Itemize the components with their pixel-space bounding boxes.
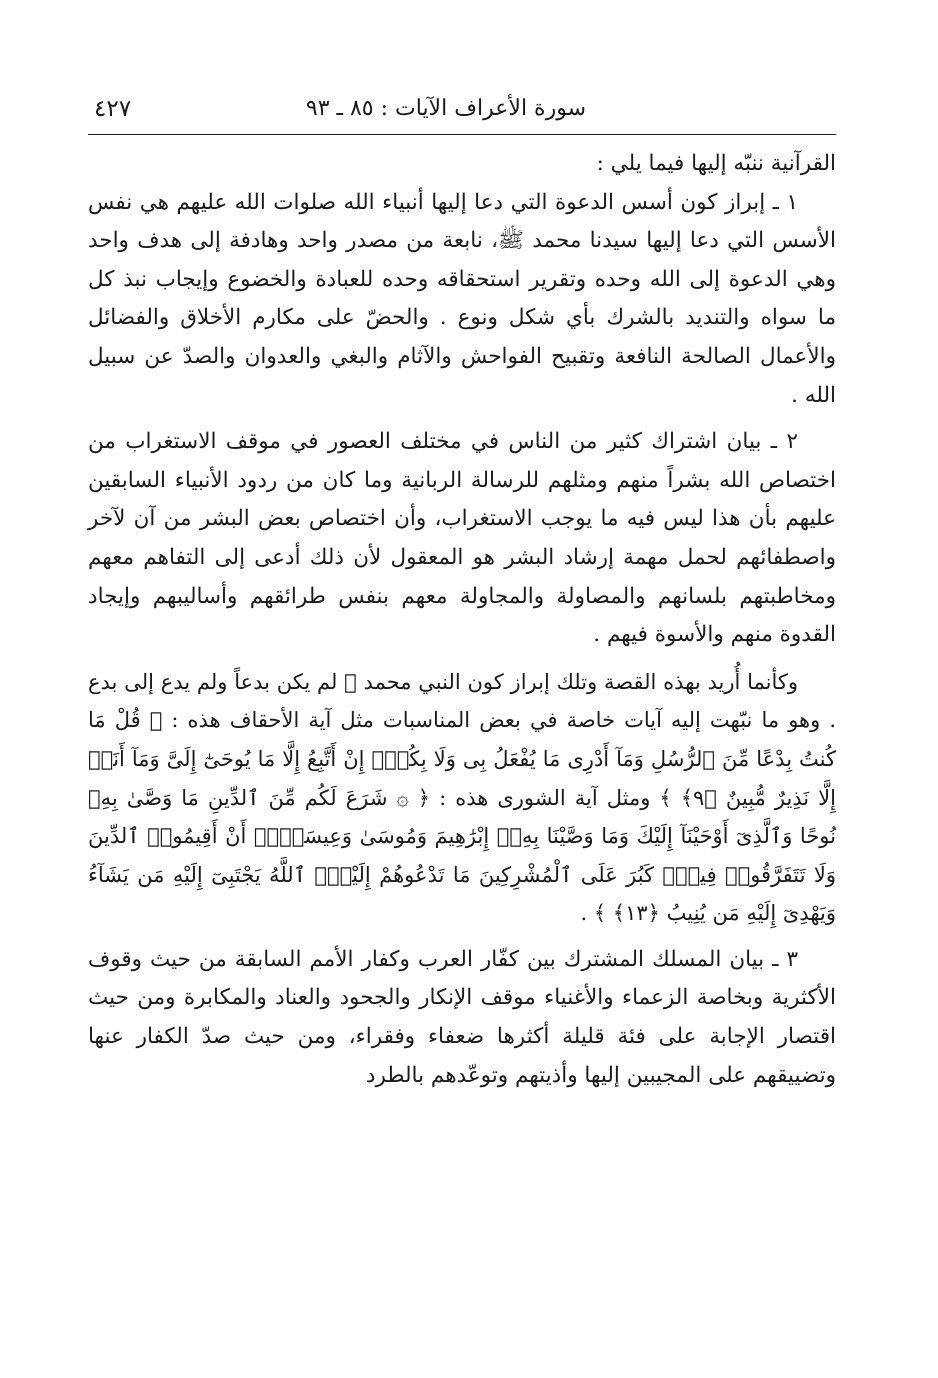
intro-paragraph: القرآنية ننبّه إليها فيما يلي :: [596, 151, 836, 176]
running-header: [88, 92, 836, 135]
point-three-paragraph: ٣ ـ بيان المسلك المشترك بين كفّار العرب وكفار الأمم السابقة من حيث وقوف الأكثرية وبخاصة الزعماء والأغنياء موقف الإنكار والجحود والعناد والمكابرة ومن حيث اقتصار الإجابة على فئة قليلة أكثرها ضعفاء وفقراء، ومن حيث صدّ الكفار عنها وتضييقهم على المجيبين إليها وأذيتهم وتوعّدهم بالطرد: [88, 946, 836, 1088]
page-number: ٤٢٧: [94, 96, 132, 122]
body-text: [88, 145, 836, 1095]
point-one-paragraph: ١ ـ إبراز كون أسس الدعوة التي دعا إليها أنبياء الله صلوات الله عليهم هي نفس الأسس التي دعا إليها سيدنا محمد ﷺ، نابعة من مصدر واحد وهادفة إلى هدف واحد وهي الدعوة إلى الله وحده وتقرير استحقاقه وحده للعبادة والخضوع وإيجاب نبذ كل ما سواه والتنديد بالشرك بأي شكل ونوع . والحضّ على مكارم الأخلاق والفضائل والأعمال الصالحة النافعة وتقبيح الفواحش والآثام والبغي والعدوان والصدّ عن سبيل الله .: [88, 189, 836, 408]
book-page: [88, 92, 836, 1095]
quran-verses-paragraph: وكأنما أُريد بهذه القصة وتلك إبراز كون النبي محمد ﷺ لم يكن بدعاً ولم يدع إلى بدع . وهو ما نبّهت إليه آيات خاصة في بعض المناسبات مثل آية الأحقاف هذه : ﴿ قُلْ مَا كُنتُ بِدْعًا مِّنَ ٱلرُّسُلِ وَمَآ أَدْرِى مَا يُفْعَلُ بِى وَلَا بِكُمْۖ إِنْ أَتَّبِعُ إِلَّا مَا يُوحَىٰٓ إِلَىَّ وَمَآ أَنَا۠ إِلَّا نَذِيرٌ مُّبِينٌ ﴿٩﴾ ﴾ ومثل آية الشورى هذه : ﴿ ۞ شَرَعَ لَكُم مِّنَ ٱلدِّينِ مَا وَصَّىٰ بِهِۦ نُوحًا وَٱلَّذِىٓ أَوْحَيْنَآ إِلَيْكَ وَمَا وَصَّيْنَا بِهِۦٓ إِبْرَٰهِيمَ وَمُوسَىٰ وَعِيسَىٰٓۖ أَنْ أَقِيمُوا۟ ٱلدِّينَ وَلَا تَتَفَرَّقُوا۟ فِيهِۚ كَبُرَ عَلَى ٱلْمُشْرِكِينَ مَا تَدْعُوهُمْ إِلَيْهِۚ ٱللَّهُ يَجْتَبِىٓ إِلَيْهِ مَن يَشَآءُ وَيَهْدِىٓ إِلَيْهِ مَن يُنِيبُ ﴿١٣﴾ ﴾ .: [88, 669, 836, 926]
point-two-paragraph: ٢ ـ بيان اشتراك كثير من الناس في مختلف العصور في موقف الاستغراب من اختصاص الله بشراً منهم ومثلهم للرسالة الربانية وما كان من ردود الأنبياء السابقين عليهم بأن هذا ليس فيه ما يوجب الاستغراب، وأن اختصاص بعض البشر من آن لآخر واصطفائهم لحمل مهمة إرشاد البشر هو المعقول لأن ذلك أدعى إلى التفاهم معهم ومخاطبتهم بلسانهم والمصاولة والمجاولة معهم بنفس طرائقهم وأساليبهم وإيجاد القدوة منهم والأسوة فيهم .: [88, 429, 836, 648]
chapter-title: سورة الأعراف الآيات : ٨٥ ـ ٩٣: [305, 96, 586, 121]
